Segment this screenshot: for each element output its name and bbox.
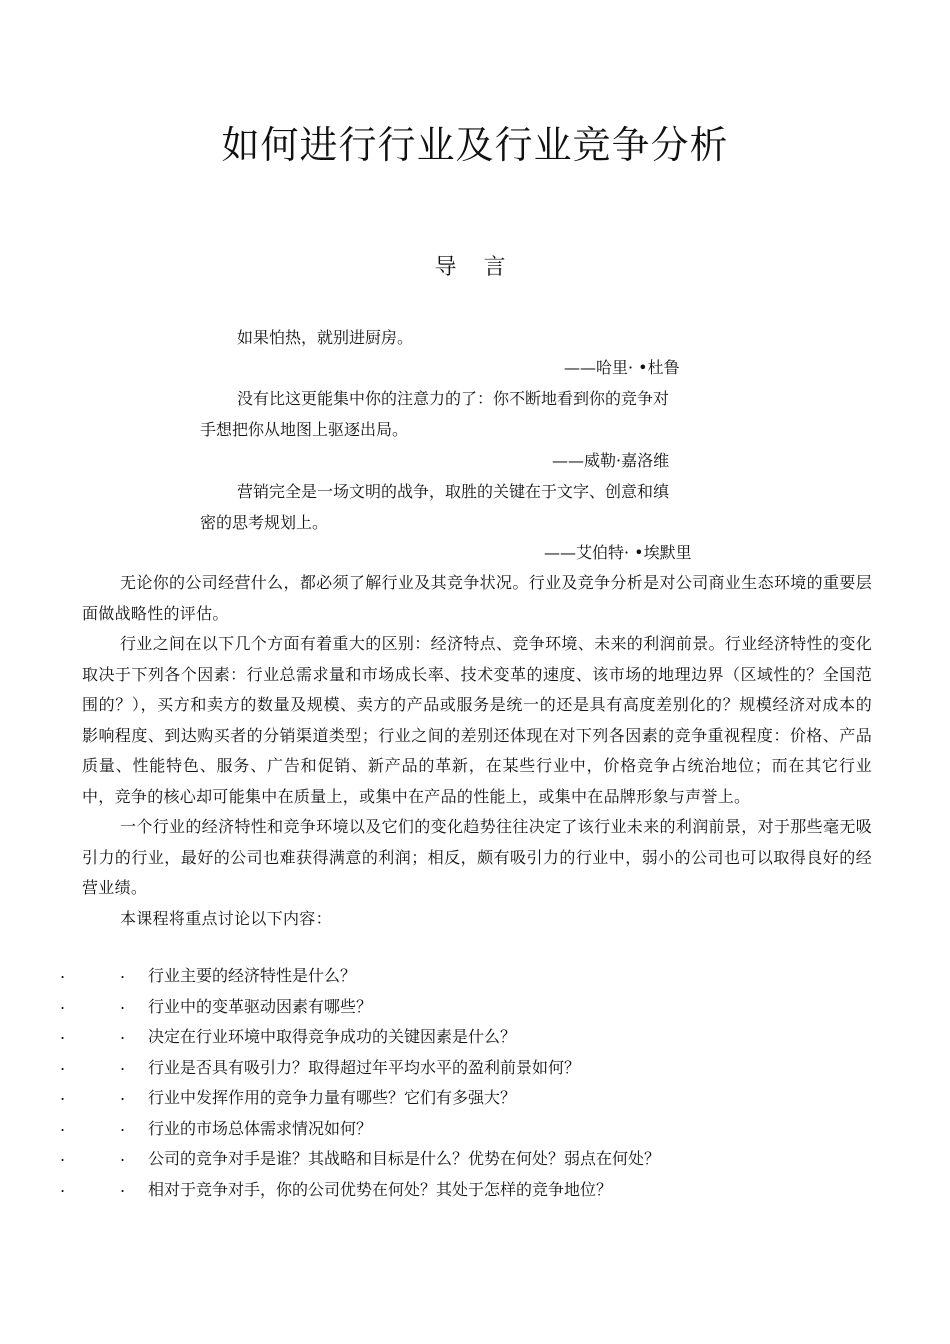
- bullet-dot: .: [60, 1024, 66, 1043]
- list-item: [60, 1085, 920, 1116]
- bullet-dot: .: [120, 1085, 126, 1104]
- quote-3-line-2: 密的思考规划上。: [200, 513, 329, 532]
- list-item: [60, 1146, 920, 1177]
- list-item-text: 决定在行业环境中取得竞争成功的关键因素是什么？: [148, 1027, 517, 1046]
- bullet-dot: .: [120, 1115, 126, 1135]
- bullet-dot: .: [60, 993, 66, 1013]
- bullet-dot: .: [120, 1054, 126, 1074]
- list-item-text: 行业是否具有吸引力？取得超过年平均水平的盈利前景如何？: [148, 1057, 581, 1077]
- list-item-text: 公司的竞争对手是谁？其战略和目标是什么？优势在何处？弱点在何处？: [148, 1149, 661, 1168]
- list-item: [60, 994, 920, 1025]
- quote-2-line-1: 没有比这更能集中你的注意力的了：你不断地看到你的竞争对: [237, 389, 670, 408]
- bullet-dot: .: [60, 963, 66, 982]
- quote-1-attribution: ——哈里· •杜鲁: [564, 358, 680, 377]
- body-text: [82, 568, 872, 934]
- bullet-dot: .: [120, 963, 126, 982]
- paragraph: 无论你的公司经营什么，都必须了解行业及其竞争状况。行业及竞争分析是对公司商业生态环境的重要层面做战略性的评估。: [82, 573, 872, 623]
- quote-2-attribution: ——威勒·嘉洛维: [552, 451, 670, 470]
- bullet-dot: .: [120, 1024, 126, 1043]
- bullet-dot: .: [120, 1146, 126, 1165]
- list-item: [60, 1024, 920, 1055]
- list-item: [60, 1177, 920, 1208]
- quote-3-line-1: 营销完全是一场文明的战争，取胜的关键在于文字、创意和缜: [237, 482, 670, 501]
- list-item-text: 行业中的变革驱动因素有哪些？: [148, 996, 373, 1016]
- bullet-dot: .: [60, 1176, 66, 1196]
- bullet-dot: .: [60, 1085, 66, 1104]
- paragraph: 一个行业的经济特性和竞争环境以及它们的变化趋势往往决定了该行业未来的利润前景，对于那些毫无吸引力的行业，最好的公司也难获得满意的利润；相反，颇有吸引力的行业中，弱小的公司也可以取得良好的经营业绩。: [82, 817, 872, 897]
- bullet-dot: .: [60, 1146, 66, 1165]
- bullet-dot: .: [120, 993, 126, 1013]
- list-item-text: 行业中发挥作用的竞争力量有哪些？它们有多强大？: [148, 1088, 517, 1107]
- bullet-dot: .: [60, 1115, 66, 1135]
- list-item-text: 行业的市场总体需求情况如何？: [148, 1118, 373, 1138]
- paragraph: 行业之间在以下几个方面有着重大的区别：经济特点、竞争环境、未来的利润前景。行业经济特性的变化取决于下列各个因素：行业总需求量和市场成长率、技术变革的速度、该市场的地理边界（区域性的？全国范围的？），买方和卖方的数量及规模、卖方的产品或服务是统一的还是具有高度差别化的？规模经济对成本的影响程度、到达购买者的分销渠道类型；行业之间的差别还体现在对下列各因素的竞争重视程度：价格、产品质量、性能特色、服务、广告和促销、新产品的革新，在某些行业中，价格竞争占统治地位；而在其它行业中，竞争的核心却可能集中在质量上，或集中在产品的性能上，或集中在品牌形象与声誉上。: [82, 634, 872, 806]
- bullet-dot: .: [120, 1176, 126, 1196]
- paragraph: 本课程将重点讨论以下内容：: [120, 908, 332, 928]
- section-heading: 导 言: [434, 255, 516, 280]
- quote-1-line-1: 如果怕热，就别进厨房。: [237, 328, 414, 347]
- list-item: [60, 963, 920, 994]
- list-item-text: 相对于竞争对手，你的公司优势在何处？其处于怎样的竞争地位？: [148, 1179, 613, 1199]
- list-item: [60, 1055, 920, 1086]
- bullet-dot: .: [60, 1054, 66, 1074]
- topic-list: [60, 963, 920, 1207]
- quote-3-attribution: ——艾伯特· •埃默里: [544, 543, 692, 562]
- quote-2-line-2: 手想把你从地图上驱逐出局。: [200, 420, 409, 439]
- list-item-text: 行业主要的经济特性是什么？: [148, 966, 357, 985]
- page-title: 如何进行行业及行业竞争分析: [221, 123, 729, 167]
- list-item: [60, 1116, 920, 1147]
